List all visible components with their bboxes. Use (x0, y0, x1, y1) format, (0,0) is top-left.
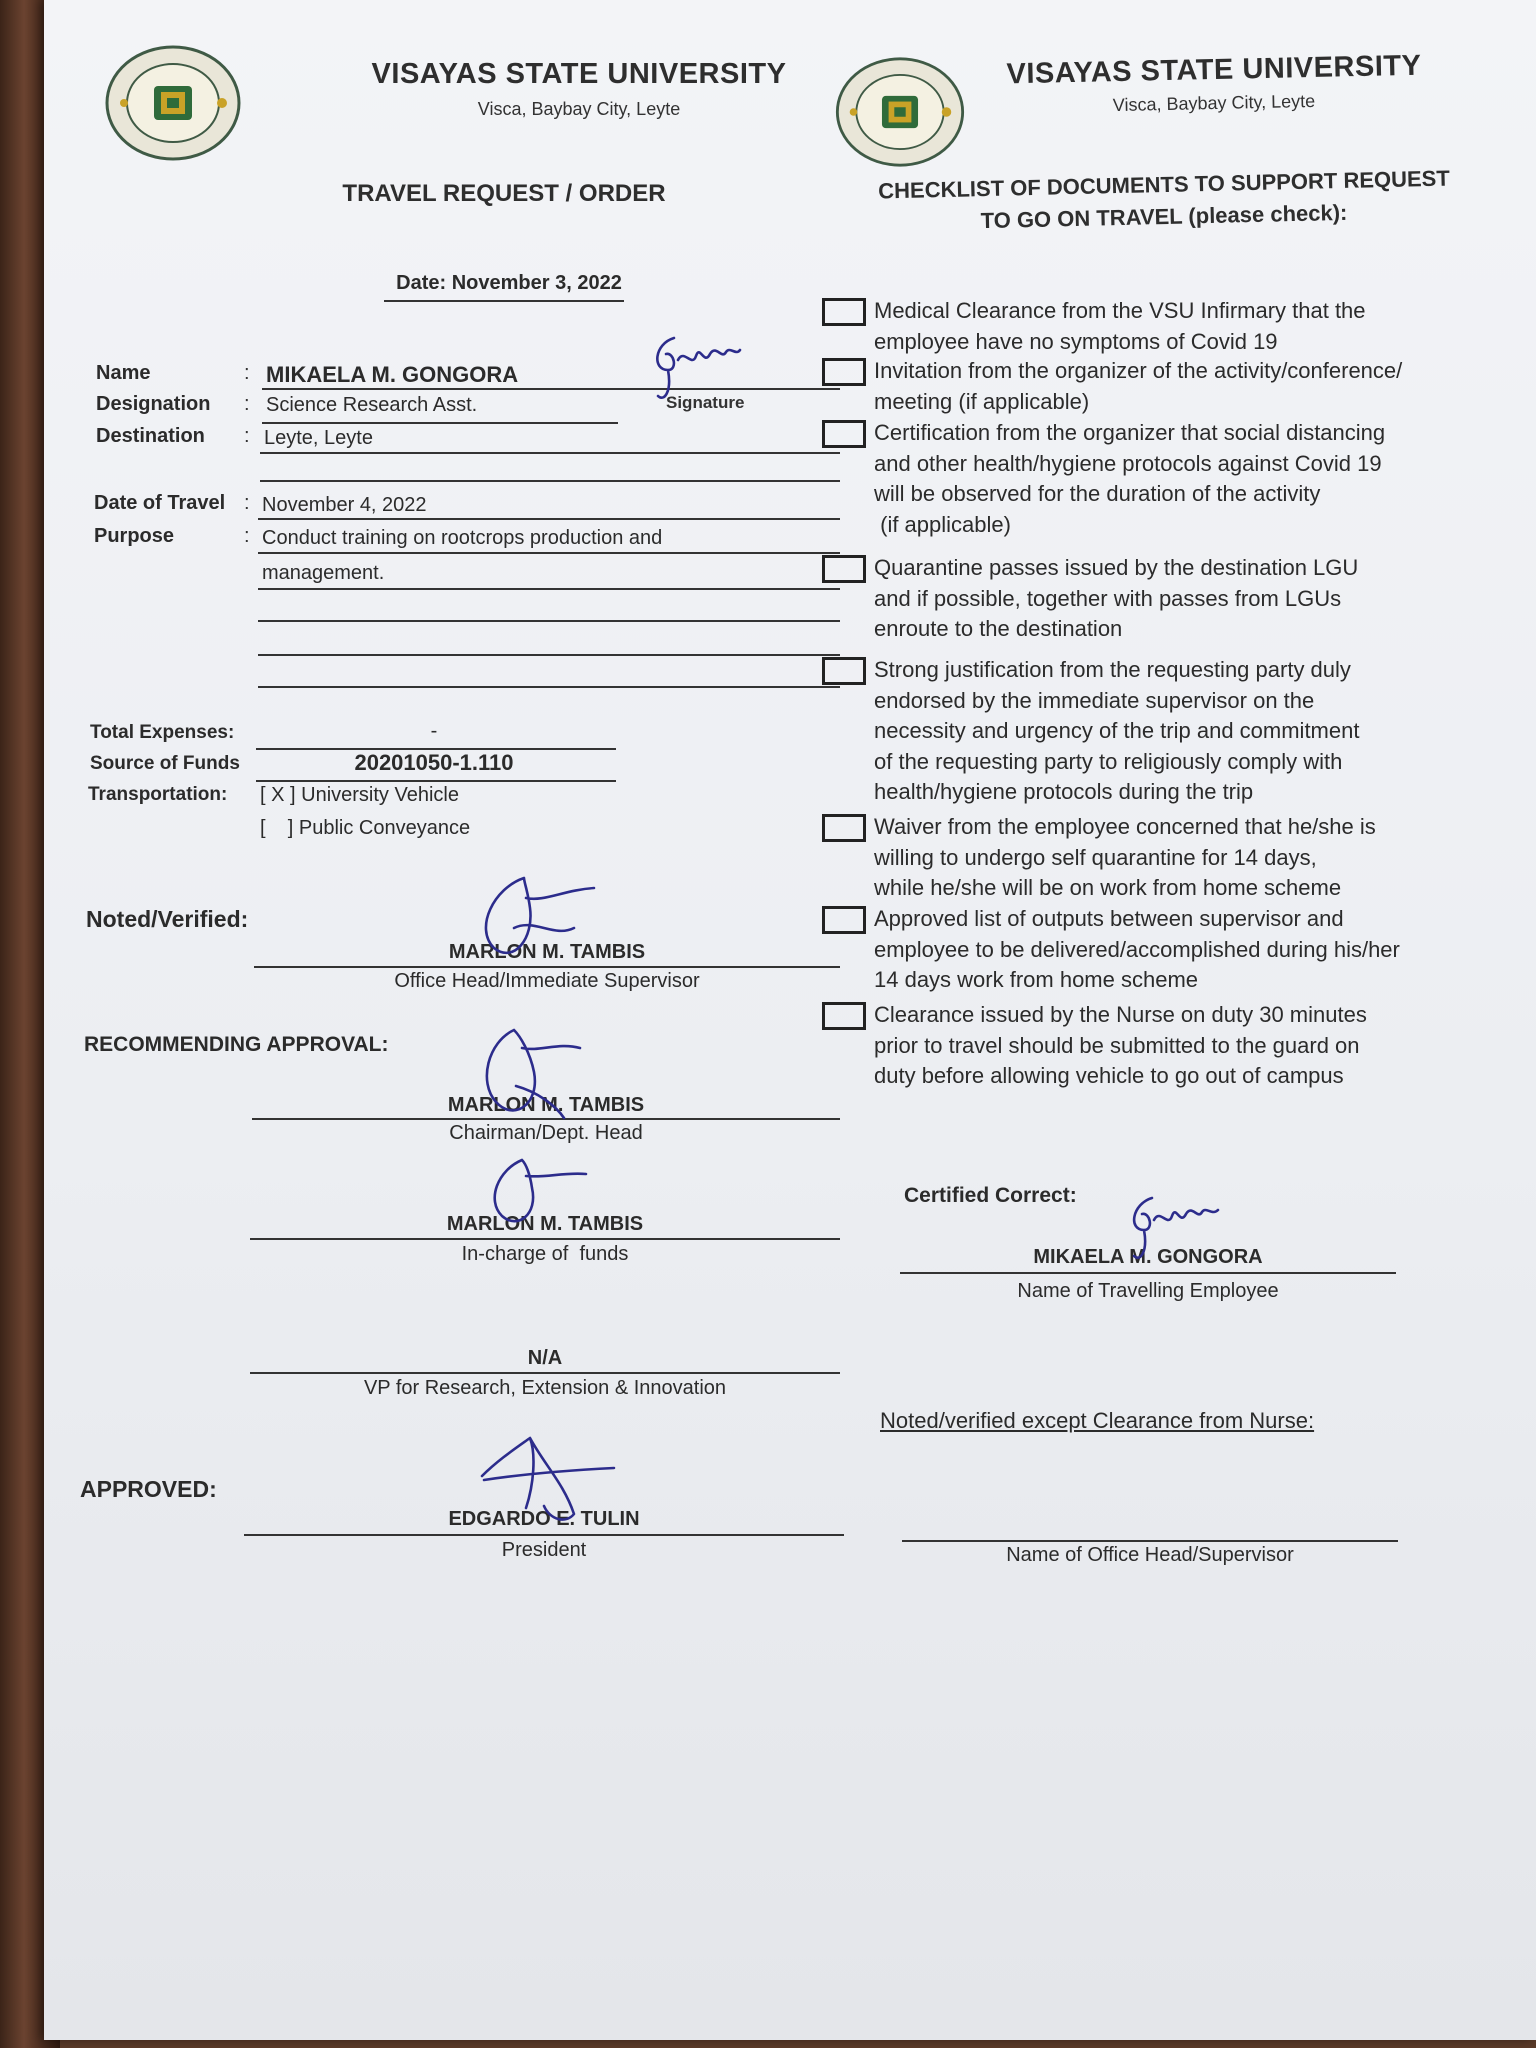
source-of-funds-label: Source of Funds (90, 753, 240, 774)
source-of-funds-value: 20201050-1.110 (354, 750, 514, 775)
signature-caption: Signature (666, 393, 745, 412)
checklist-item-line: Strong justification from the requesting party duly (874, 657, 1351, 682)
certified-correct-label: Certified Correct: (904, 1184, 1077, 1207)
checklist-item-line: employee have no symptoms of Covid 19 (874, 328, 1278, 354)
page-title: TRAVEL REQUEST / ORDER (342, 180, 666, 207)
date-underline (384, 300, 624, 302)
designation-label: Designation (96, 393, 211, 415)
colon: : (244, 525, 250, 547)
chairman-role: Chairman/Dept. Head (449, 1122, 643, 1144)
checklist-item-line: employee to be delivered/accomplished during his/her (874, 936, 1400, 962)
checklist-item-line: 14 days work from home scheme (874, 967, 1199, 992)
purpose-label: Purpose (94, 525, 175, 547)
name-label: Name (96, 362, 151, 384)
checklist-item-line: (if applicable) (874, 511, 1011, 537)
purpose-underline-2 (258, 588, 840, 590)
chairman-signature-line (252, 1118, 840, 1120)
checklist-item (874, 1000, 1494, 1092)
funds-signature-line (250, 1238, 840, 1240)
checklist-item-line: enroute to the destination (874, 616, 1123, 641)
checklist-item-line: meeting (if applicable) (874, 388, 1090, 414)
noted-verified-label: Noted/Verified: (86, 906, 249, 932)
checkbox-icon[interactable] (822, 657, 866, 685)
checklist-item-line: Medical Clearance from the VSU Infirmary that the (874, 298, 1366, 323)
source-of-funds-underline (256, 780, 616, 782)
travelling-employee-name: MIKAELA M. GONGORA (1033, 1246, 1263, 1268)
university-address: Visca, Baybay City, Leyte (477, 99, 681, 119)
purpose-underline-4 (258, 654, 840, 656)
colon: : (244, 362, 250, 384)
total-expenses-label: Total Expenses: (90, 722, 235, 743)
noted-signature-line (254, 966, 840, 968)
checklist-item-line: Approved list of outputs between supervisor and (874, 906, 1344, 931)
checklist-item (874, 655, 1494, 808)
president-role: President (501, 1539, 587, 1561)
transport-university-vehicle: [ X ] University Vehicle (260, 784, 459, 806)
travel-request-document (44, 0, 1536, 2040)
vp-name: N/A (527, 1347, 563, 1369)
approved-label: APPROVED: (80, 1476, 217, 1502)
checklist-item-line: and other health/hygiene protocols against Covid 19 (874, 450, 1382, 476)
recommending-approval-label: RECOMMENDING APPROVAL: (84, 1033, 389, 1056)
chairman-name: MARLON M. TAMBIS (447, 1094, 645, 1116)
destination-underline (260, 452, 840, 454)
transportation-label: Transportation: (88, 784, 228, 805)
purpose-underline-3 (258, 620, 840, 622)
checklist-item (874, 356, 1494, 417)
colon: : (244, 393, 250, 415)
university-name-right: VISAYAS STATE UNIVERSITY (1006, 49, 1422, 91)
checklist-title-line-2: TO GO ON TRAVEL (please check): (980, 199, 1348, 234)
destination-label: Destination (96, 425, 205, 447)
funds-incharge-role: In-charge of funds (461, 1243, 629, 1265)
supervisor-signature-line (902, 1540, 1398, 1542)
checklist-item-line: willing to undergo self quarantine for 14 days, (874, 844, 1317, 870)
university-seal-icon (832, 56, 968, 168)
date-of-travel-underline (258, 518, 840, 520)
checklist-item (874, 418, 1494, 540)
checkbox-icon[interactable] (822, 814, 866, 842)
checklist-item-line: prior to travel should be submitted to the guard on (874, 1032, 1360, 1058)
checklist-item-line: Clearance issued by the Nurse on duty 30 minutes (874, 1002, 1367, 1027)
employee-signature-line (900, 1272, 1396, 1274)
university-name: VISAYAS STATE UNIVERSITY (371, 58, 787, 90)
checkbox-icon[interactable] (822, 420, 866, 448)
checklist-item-line: Invitation from the organizer of the activity/conference/ (874, 358, 1403, 383)
colon: : (244, 425, 250, 447)
request-date: Date: November 3, 2022 (396, 272, 622, 294)
checkbox-icon[interactable] (822, 555, 866, 583)
colon: : (244, 492, 250, 514)
checkbox-icon[interactable] (822, 298, 866, 326)
office-head-role: Name of Office Head/Supervisor (1006, 1544, 1294, 1566)
noted-signatory-name: MARLON M. TAMBIS (448, 941, 646, 963)
purpose-line-1: Conduct training on rootcrops production and (262, 527, 663, 549)
designation-value: Science Research Asst. (266, 394, 478, 416)
checklist-item-line: duty before allowing vehicle to go out of campus (874, 1063, 1344, 1088)
total-expenses-value: - (430, 720, 438, 742)
purpose-underline-1 (258, 552, 840, 554)
checklist-item-line: endorsed by the immediate supervisor on the (874, 687, 1315, 713)
checklist-item-line: while he/she will be on work from home scheme (874, 875, 1342, 900)
checklist-item-line: health/hygiene protocols during the trip (874, 779, 1254, 804)
checklist-item (874, 904, 1494, 996)
checklist-item (874, 553, 1494, 645)
president-signature-line (244, 1534, 844, 1536)
travelling-employee-role: Name of Travelling Employee (1017, 1280, 1279, 1302)
checklist-item (874, 296, 1494, 357)
checklist-item-line: necessity and urgency of the trip and commitment (874, 718, 1360, 743)
president-name: EDGARDO E. TULIN (448, 1508, 640, 1530)
vp-role: VP for Research, Extension & Innovation (363, 1377, 727, 1399)
university-seal-icon (104, 44, 242, 162)
noted-except-label: Noted/verified except Clearance from Nurse: (880, 1408, 1315, 1433)
purpose-underline-5 (258, 686, 840, 688)
checklist-item-line: and if possible, together with passes from LGUs (874, 585, 1342, 611)
checklist-title-line-1: CHECKLIST OF DOCUMENTS TO SUPPORT REQUEST (877, 165, 1451, 204)
designation-underline (262, 422, 618, 424)
checkbox-icon[interactable] (822, 906, 866, 934)
checklist-item-line: Waiver from the employee concerned that he/she is (874, 814, 1376, 839)
checklist-item-line: Quarantine passes issued by the destination LGU (874, 555, 1359, 580)
university-address-right: Visca, Baybay City, Leyte (1112, 90, 1316, 116)
transport-public-conveyance: [ ] Public Conveyance (260, 817, 471, 839)
funds-incharge-name: MARLON M. TAMBIS (446, 1213, 644, 1235)
checkbox-icon[interactable] (822, 358, 866, 386)
checklist-item-line: Certification from the organizer that social distancing (874, 420, 1386, 445)
checkbox-icon[interactable] (822, 1002, 866, 1030)
destination-value: Leyte, Leyte (264, 427, 373, 449)
date-of-travel-label: Date of Travel (94, 492, 226, 514)
checklist-item (874, 812, 1494, 904)
name-value: MIKAELA M. GONGORA (266, 362, 519, 387)
vp-signature-line (250, 1372, 840, 1374)
checklist-item-line: of the requesting party to religiously comply with (874, 748, 1343, 774)
name-underline (262, 388, 840, 390)
noted-signatory-role: Office Head/Immediate Supervisor (394, 970, 700, 992)
purpose-line-2: management. (262, 562, 385, 584)
checklist-item-line: will be observed for the duration of the activity (874, 481, 1321, 506)
destination-underline-2 (260, 480, 840, 482)
date-of-travel-value: November 4, 2022 (262, 494, 427, 516)
